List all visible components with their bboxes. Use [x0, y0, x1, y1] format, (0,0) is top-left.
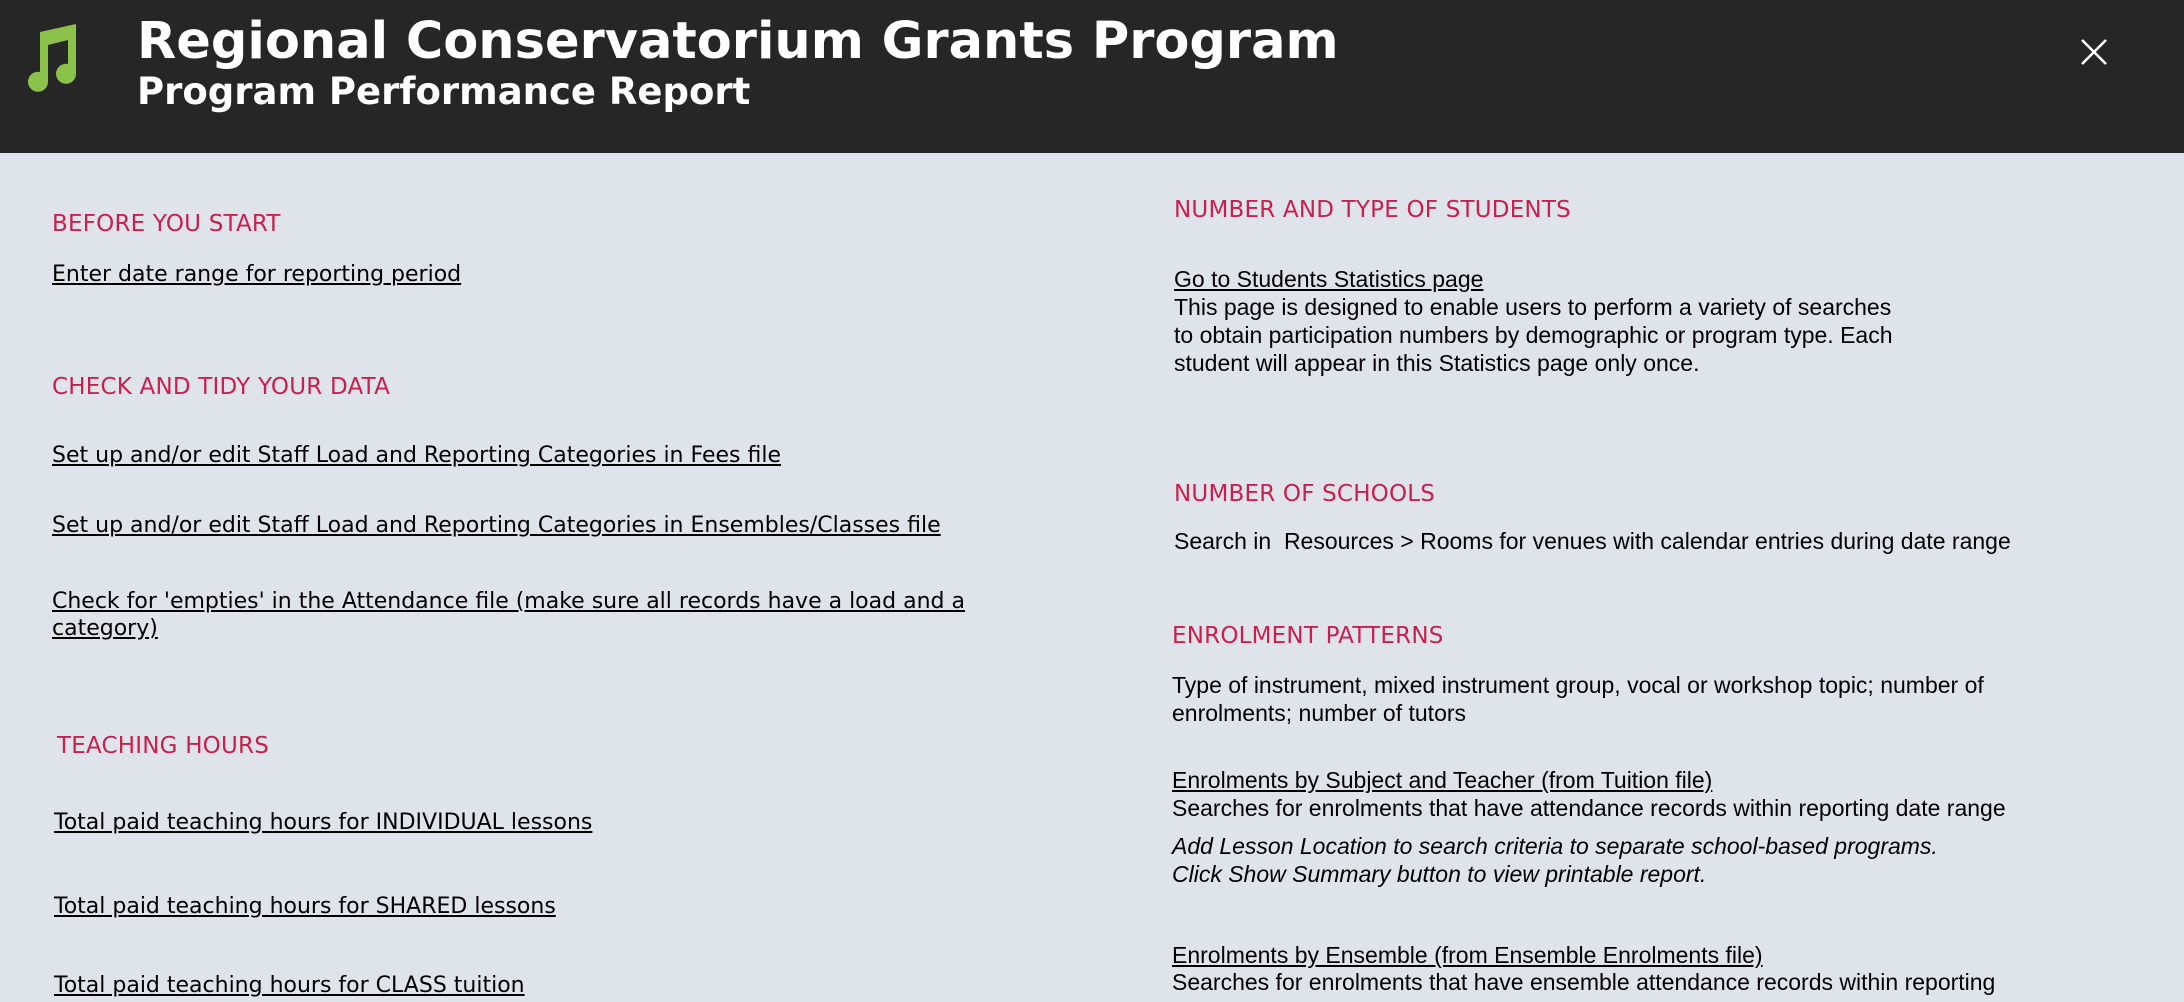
fees-categories-link[interactable]: Set up and/or edit Staff Load and Reporting Categories in Fees file — [52, 443, 781, 468]
shared-hours-link[interactable]: Total paid teaching hours for SHARED lessons — [54, 894, 556, 919]
section-heading-schools: NUMBER OF SCHOOLS — [1174, 481, 1436, 507]
class-hours-link[interactable]: Total paid teaching hours for CLASS tuition — [54, 973, 525, 998]
section-heading-students: NUMBER AND TYPE OF STUDENTS — [1174, 197, 1571, 223]
date-range-link[interactable]: Enter date range for reporting period — [52, 262, 462, 287]
students-description: This page is designed to enable users to perform a variety of searches to obtain participation numbers by demographic or program type. Each student will appear in this Statistics page only once. — [1174, 294, 1893, 376]
close-icon[interactable] — [2076, 34, 2112, 70]
ensemble-description: Searches for enrolments that have ensemble attendance records within reporting — [1172, 969, 1996, 995]
section-heading-check-and-tidy: CHECK AND TIDY YOUR DATA — [52, 374, 391, 400]
students-statistics-link[interactable]: Go to Students Statistics page — [1174, 266, 1484, 292]
subject-note-summary: Click Show Summary button to view printable report. — [1172, 861, 1707, 887]
page-subtitle: Program Performance Report — [137, 70, 751, 113]
page-title: Regional Conservatorium Grants Program — [137, 12, 1339, 71]
section-heading-before-you-start: BEFORE YOU START — [52, 211, 281, 237]
attendance-empties-link[interactable]: Check for 'empties' in the Attendance file (make sure all records have a load and a category) — [52, 589, 965, 641]
subject-note-location: Add Lesson Location to search criteria to separate school-based programs. — [1172, 833, 1938, 859]
app-header — [0, 0, 2184, 153]
schools-text: Search in Resources > Rooms for venues with calendar entries during date range — [1174, 528, 2011, 554]
section-heading-enrolment: ENROLMENT PATTERNS — [1172, 623, 1444, 649]
subject-description: Searches for enrolments that have attendance records within reporting date range — [1172, 795, 2006, 821]
enrolment-text: Type of instrument, mixed instrument group, vocal or workshop topic; number of enrolments; number of tutors — [1172, 672, 1984, 726]
individual-hours-link[interactable]: Total paid teaching hours for INDIVIDUAL lessons — [54, 810, 593, 835]
section-heading-teaching-hours: TEACHING HOURS — [57, 733, 270, 759]
enrolments-by-subject-link[interactable]: Enrolments by Subject and Teacher (from Tuition file) — [1172, 767, 1713, 793]
ensembles-categories-link[interactable]: Set up and/or edit Staff Load and Reporting Categories in Ensembles/Classes file — [52, 513, 941, 538]
music-note-icon — [18, 24, 82, 96]
enrolments-by-ensemble-link[interactable]: Enrolments by Ensemble (from Ensemble Enrolments file) — [1172, 942, 1763, 968]
